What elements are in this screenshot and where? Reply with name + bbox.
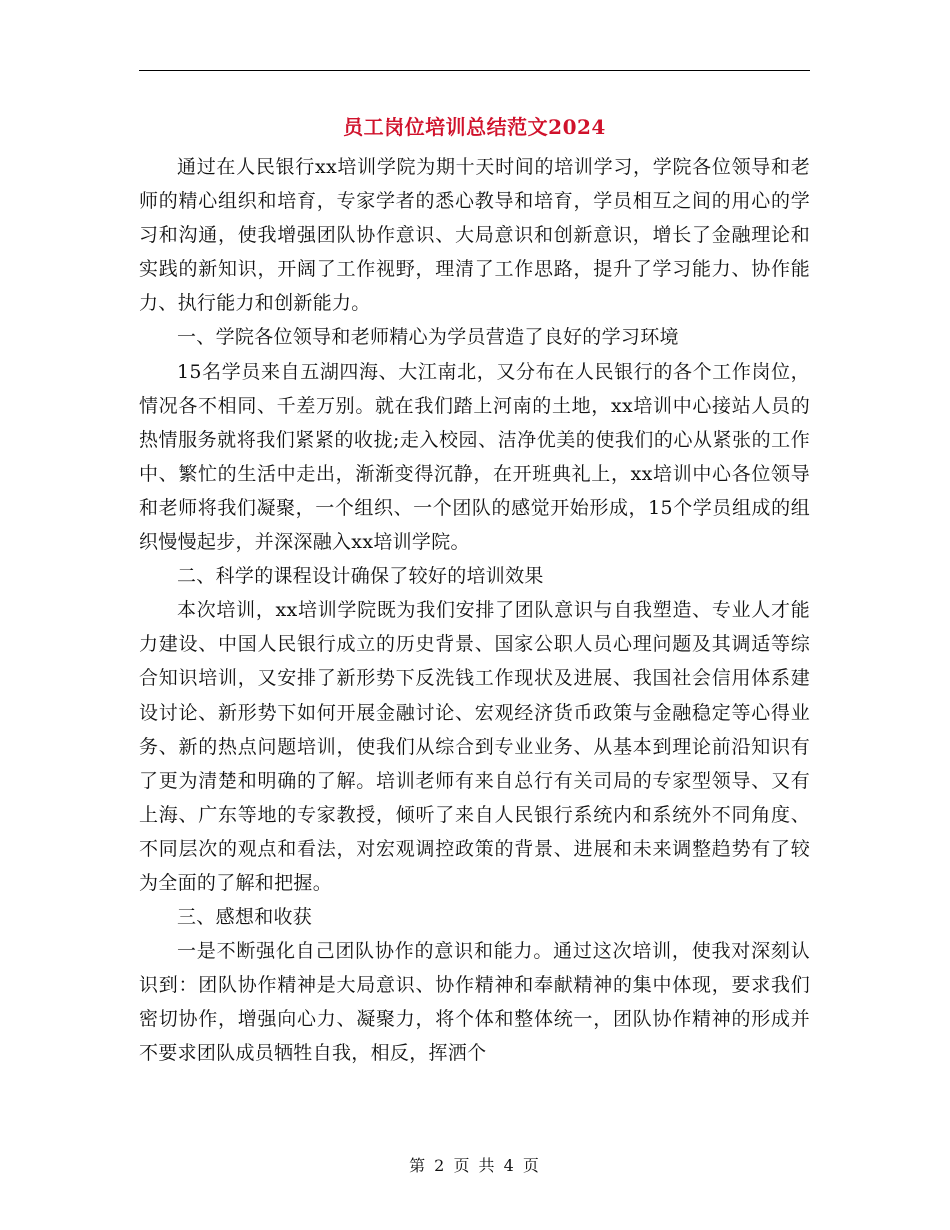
section-heading-1: 一、学院各位领导和老师精心为学员营造了良好的学习环境 — [177, 326, 679, 349]
page-number-footer: 第 2 页 共 4 页 — [409, 1156, 541, 1175]
section-heading-3: 三、感想和收获 — [177, 906, 313, 929]
section-1-paragraph: 15名学员来自五湖四海、大江南北，又分布在人民银行的各个工作岗位，情况各不相同、千差万别。就在我们踏上河南的土地，xx培训中心接站人员的热情服务就将我们紧紧的收拢;走入校园、洁净优美的使我们的心从紧张的工作中、繁忙的生活中走出，渐渐变得沉静，在开班典礼上，xx培训中心各位领导和老师将我们凝聚，一个组织、一个团队的感觉开始形成，15个学员组成的组织慢慢起步，并深深融入xx培训学院。 — [139, 360, 810, 554]
intro-paragraph: 通过在人民银行xx培训学院为期十天时间的培训学习，学院各位领导和老师的精心组织和培育，专家学者的悉心教导和培育，学员相互之间的用心的学习和沟通，使我增强团队协作意识、大局意识和创新意识，增长了金融理论和实践的新知识，开阔了工作视野，理清了工作思路，提升了学习能力、协作能力、执行能力和创新能力。 — [139, 156, 810, 315]
section-heading-2: 二、科学的课程设计确保了较好的培训效果 — [177, 565, 544, 588]
header-rule — [139, 70, 810, 71]
section-3-paragraph: 一是不断强化自己团队协作的意识和能力。通过这次培训，使我对深刻认识到：团队协作精神是大局意识、协作精神和奉献精神的集中体现，要求我们密切协作，增强向心力、凝聚力，将个体和整体统一，团队协作精神的形成并不要求团队成员牺牲自我，相反，挥洒个 — [139, 940, 810, 1065]
document-body — [139, 150, 810, 1071]
section-2-paragraph: 本次培训，xx培训学院既为我们安排了团队意识与自我塑造、专业人才能力建设、中国人民银行成立的历史背景、国家公职人员心理问题及其调适等综合知识培训，又安排了新形势下反洗钱工作现状及进展、我国社会信用体系建设讨论、新形势下如何开展金融讨论、宏观经济货币政策与金融稳定等心得业务、新的热点问题培训，使我们从综合到专业业务、从基本到理论前沿知识有了更为清楚和明确的了解。培训老师有来自总行有关司局的专家型领导、又有上海、广东等地的专家教授，倾听了来自人民银行系统内和系统外不同角度、不同层次的观点和看法，对宏观调控政策的背景、进展和未来调整趋势有了较为全面的了解和把握。 — [139, 599, 810, 894]
document-title: 员工岗位培训总结范文2024 — [343, 115, 606, 139]
